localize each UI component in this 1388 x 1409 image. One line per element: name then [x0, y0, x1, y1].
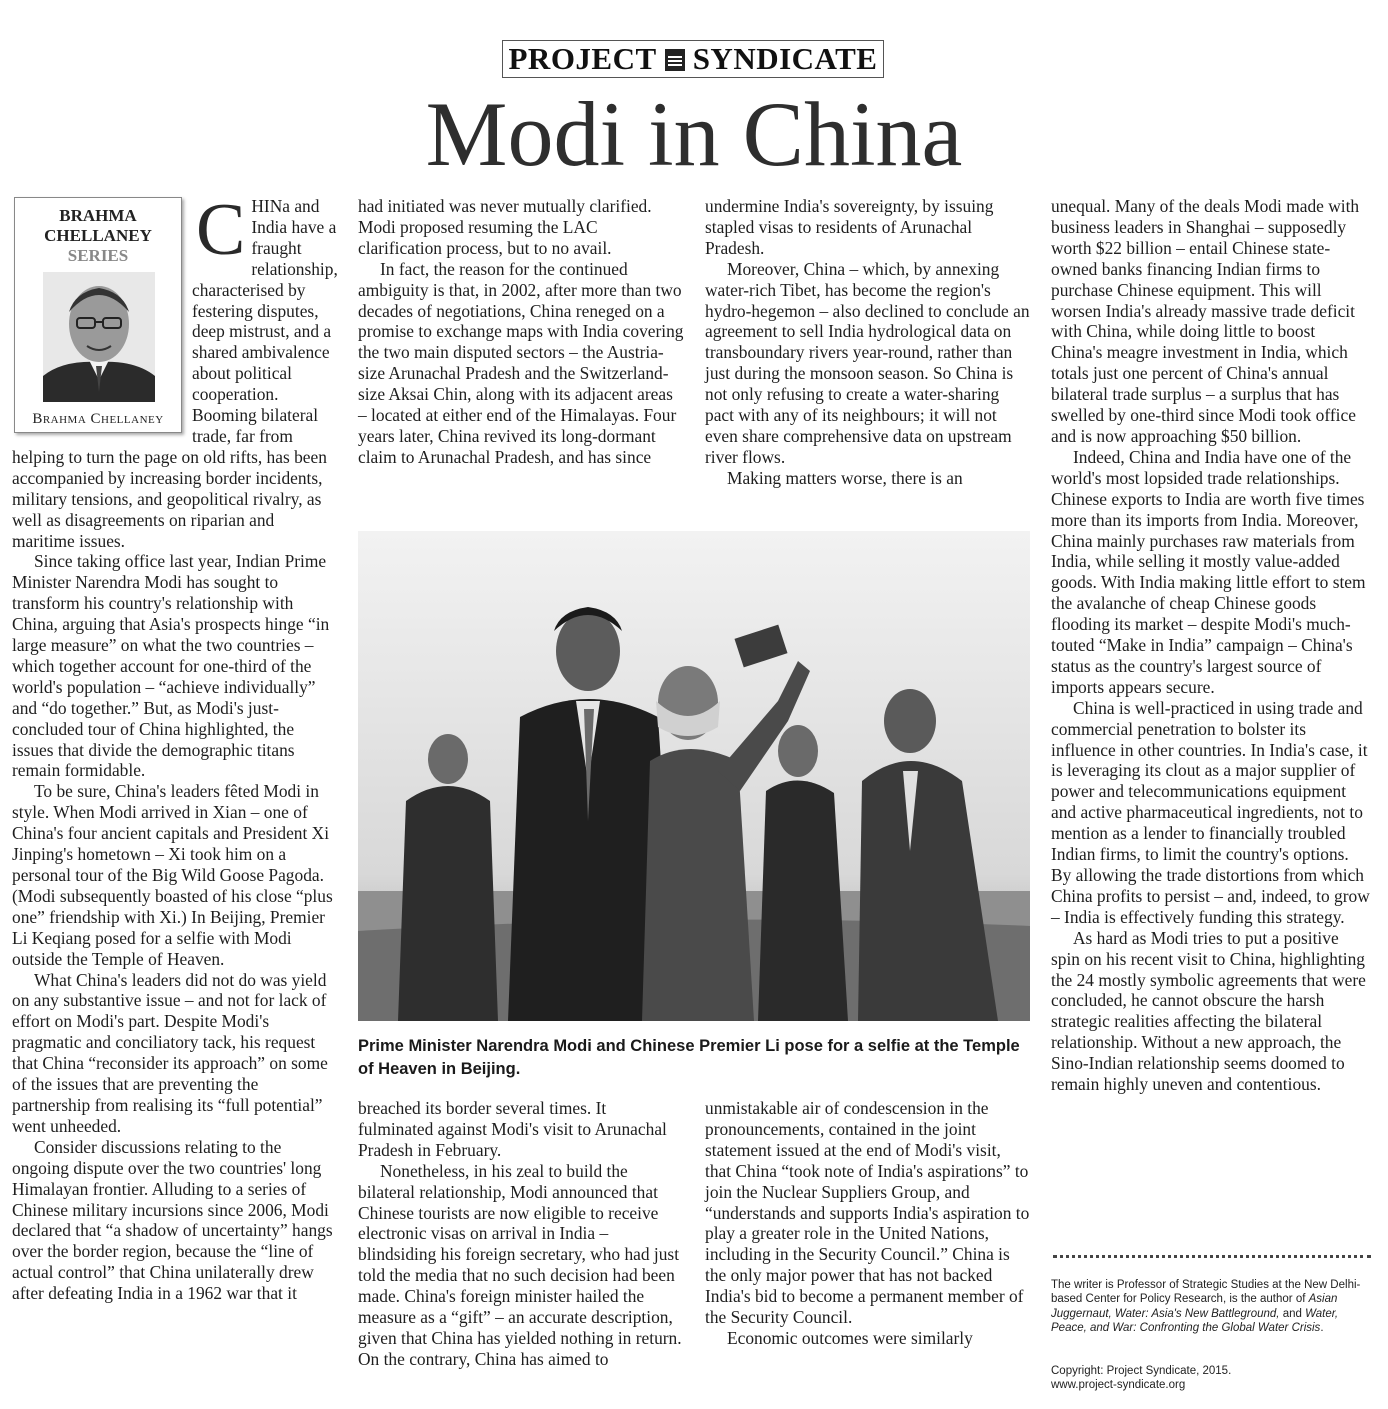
article-paragraph: As hard as Modi tries to put a positive spin on his recent visit to China, highlighting the 24 mostly symbolic agreements that were concluded, he cannot obscure the harsh strategic realities affecting the bilateral relationship. Without a new approach, the Sino-Indian relationship seems doomed to remain highly uneven and contentious. — [1051, 927, 1366, 1095]
article-paragraph: HINa and India have a fraught relationship, characterised by festering disputes, deep mistrust, and a shared ambivalence about political cooperation. Booming bilateral trade, far from helping to turn the page on old rifts, has been accompanied by increasing border incidents, military tensions, and geopolitical rivalry, as well as disagreements on riparian and maritime issues. — [12, 196, 338, 551]
article-paragraph: Consider discussions relating to the ongoing dispute over the two countries' long Himalayan frontier. Alluding to a series of Chinese military incursions since 2006, Modi declared that “a shadow of uncertainty” hangs over the border region, because the “line of actual control” that China unilaterally drew after defeating India in a 1962 war that it — [12, 1136, 333, 1304]
bio-book-2: Water, Peace, and War: Confronting the Global Water Crisis — [1051, 1307, 1339, 1335]
logo-icon — [665, 49, 685, 71]
article-paragraph: What China's leaders did not do was yield on any substantive issue – and not for lack of effort on Modi's part. Despite Modi's pragmatic and conciliatory tack, his request that China “reconsider its approach” on some of the issues that are preventing the partnership from realising its “full potential” went unheeded. — [12, 969, 328, 1136]
article-photo — [358, 531, 1030, 1021]
article-column-4 — [1051, 196, 1371, 1095]
article-column-2-top — [358, 196, 684, 468]
bio-book-1: Asian Juggernaut, Water: Asia's New Battleground, — [1051, 1293, 1338, 1320]
article-column-3-top — [705, 196, 1031, 489]
author-byline: Brahma Chellaney — [32, 411, 164, 427]
article-paragraph: Nonetheless, in his zeal to build the bilateral relationship, Modi announced that Chinese tourists are now eligible to receive electronic visas on arrival in India – blindsiding his foreign secretary, who had just told the media that no such decision had been made. China's foreign minister hailed the measure as a “gift” – an accurate description, given that China has yielded nothing in return. On the contrary, China has aimed to — [358, 1160, 682, 1369]
series-label: SERIES — [67, 246, 129, 265]
bio-end: . — [1320, 1322, 1324, 1335]
article-paragraph: undermine India's sovereignty, by issuing stapled visas to residents of Arunachal Pradesh. — [705, 196, 994, 258]
article-paragraph: To be sure, China's leaders fêted Modi in style. When Modi arrived in Xian – one of China's four ancient capitals and President Xi Jinping's hometown – Xi took him on a personal tour of the Big Wild Goose Pagoda. (Modi subsequently boasted of his close “plus one” friendship with Xi.) In Beijing, Premier Li Keqiang posed for a selfie with Modi outside the Temple of Heaven. — [12, 781, 333, 969]
selfie-photo-image — [358, 531, 1030, 1021]
article-column-3-bottom — [705, 1098, 1031, 1349]
bio-and: and — [1282, 1307, 1302, 1320]
copyright-url: www.project-syndicate.org — [1051, 1379, 1186, 1392]
masthead-right: SYNDICATE — [692, 41, 878, 76]
copyright-line: Copyright: Project Syndicate, 2015. — [1051, 1365, 1232, 1377]
masthead-logo — [502, 40, 884, 78]
article-paragraph: Indeed, China and India have one of the world's most lopsided trade relationships. Chinese exports to India are worth five times more than its imports from India. Moreover, China mainly purchases raw materials from India, while selling it mostly value-added goods. With India making little effort to stem the avalanche of cheap Chinese goods flooding its market – despite Modi's much-touted “Make in India” campaign – China's status as the country's largest source of imports appears secure. — [1051, 446, 1366, 697]
article-paragraph: breached its border several times. It fulminated against Modi's visit to Arunachal Pradesh in February. — [358, 1098, 667, 1160]
article-paragraph: Making matters worse, there is an — [727, 467, 963, 488]
article-paragraph: unmistakable air of condescension in the pronouncements, contained in the joint statement issued at the end of Modi's visit, that China “took note of India's aspirations” to join the Nuclear Suppliers Group, and “understands and supports India's aspiration to play a greater role in the United Nations, including in the Security Council.” China is the only major power that has not backed India's bid to become a permanent member of the Security Council. — [705, 1098, 1030, 1328]
article-column-2-bottom — [358, 1098, 684, 1370]
article-paragraph: In fact, the reason for the continued ambiguity is that, in 2002, after more than two decades of negotiations, China reneged on a promise to exchange maps with India covering the two main disputed sectors – the Austria-size Arunachal Pradesh and the Switzerland-size Aksai Chin, along with its adjacent areas – located at either end of the Himalayas. Four years later, China revived its long-dormant claim to Arunachal Pradesh, and has since — [358, 258, 684, 467]
dotted-divider — [1053, 1255, 1371, 1262]
article-paragraph: Economic outcomes were similarly — [727, 1327, 973, 1348]
article-column-1 — [12, 189, 338, 1304]
author-bio — [1051, 1278, 1371, 1336]
dropcap: C — [196, 189, 246, 271]
article-paragraph: Since taking office last year, Indian Prime Minister Narendra Modi has sought to transform his country's relationship with China, arguing that Asia's prospects hinge “in large measure” on what the two countries – which together account for one-third of the world's population – “achieve individually” and “do together.” But, as Modi's just-concluded tour of China highlighted, the issues that divide the demographic titans remain formidable. — [12, 551, 330, 781]
article-paragraph: China is well-practiced in using trade and commercial penetration to bolster its influence in other countries. In India's case, it is leveraging its clout as a major supplier of power and telecommunications equipment and active pharmaceutical ingredients, not to mention as a lender to financially troubled Indian firms, to limit the country's options. By allowing the trade distortions from which China profits to persist – and, indeed, to grow – India is effectively funding this strategy. — [1051, 697, 1370, 927]
copyright-notice — [1051, 1364, 1371, 1393]
article-paragraph: Moreover, China – which, by annexing water-rich Tibet, has become the region's hydro-hegemon – also declined to conclude an agreement to sell India hydrological data on transboundary rivers year-round, rather than just during the monsoon season. So China is not only refusing to create a water-sharing pact with any of its neighbours; it will not even share comprehensive data on upstream river flows. — [705, 258, 1030, 467]
bio-intro: The writer is Professor of Strategic Studies at the New Delhi-based Center for Policy Research, is the author of — [1051, 1279, 1361, 1306]
headline: Modi in China — [425, 83, 963, 185]
masthead-left: PROJECT — [508, 41, 657, 76]
series-name: BRAHMA CHELLANEY — [44, 206, 152, 245]
article-paragraph: unequal. Many of the deals Modi made with business leaders in Shanghai – supposedly worth $22 billion – entail Chinese state-owned banks financing Indian firms to purchase Chinese equipment. This will worsen India's already massive trade deficit with China, while doing little to boost China's meagre investment in India, which totals just one percent of China's annual bilateral trade surplus – a surplus that has swelled by one-third since Modi took office and is now approaching $50 billion. — [1051, 196, 1360, 446]
article-paragraph: had initiated was never mutually clarified. Modi proposed resuming the LAC clarification process, but to no avail. — [358, 196, 652, 258]
photo-caption: Prime Minister Narendra Modi and Chinese Premier Li pose for a selfie at the Temple of Heaven in Beijing. — [358, 1037, 1020, 1078]
